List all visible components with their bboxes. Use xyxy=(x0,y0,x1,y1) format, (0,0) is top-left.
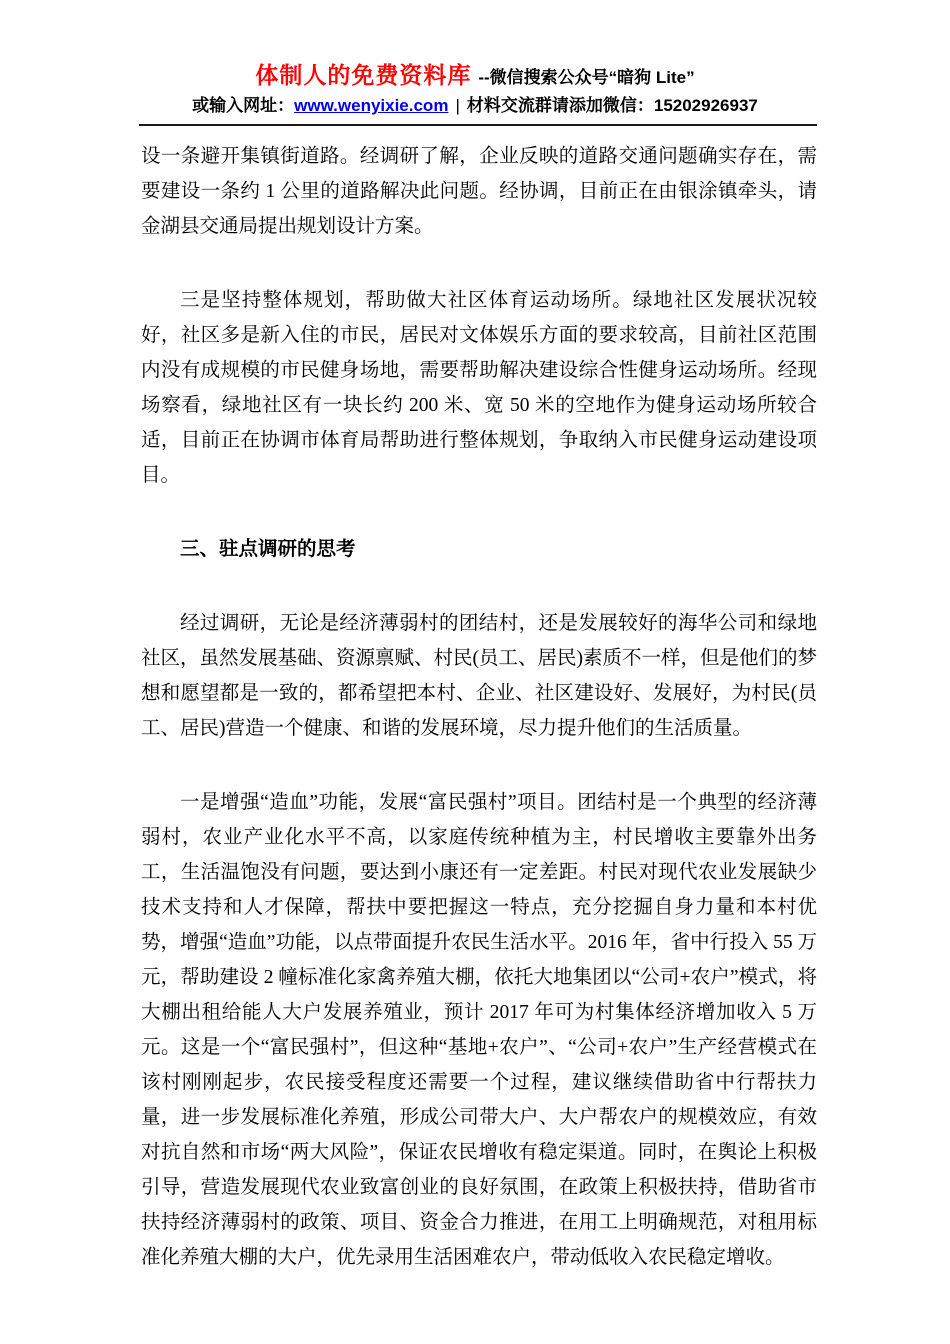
separator-bar: | xyxy=(455,96,460,115)
paragraph-sports-ground-planning: 三是坚持整体规划，帮助做大社区体育运动场所。绿地社区发展状况较好，社区多是新入住的市民，居民对文体娱乐方面的要求较高，目前社区范围内没有成规模的市民健身场地，需要帮助解决建设综合性健身运动场所。经现场察看，绿地社区有一块长约 200 米、宽 50 米的空地作为健身运动场所较合适，目前正在协调市体育局帮助进行整体规划，争取纳入市民健身运动建设项目。 xyxy=(141,290,817,486)
header-line-2 xyxy=(0,94,950,118)
document-body xyxy=(141,139,817,1275)
brand-title: 体制人的免费资料库 xyxy=(255,62,472,88)
page-header xyxy=(0,0,950,126)
paragraph-research-summary: 经过调研，无论是经济薄弱村的团结村，还是发展较好的海华公司和绿地社区，虽然发展基础、资源禀赋、村民(员工、居民)素质不一样，但是他们的梦想和愿望都是一致的，都希望把本村、企业、社区建设好、发展好，为村民(员工、居民)营造一个健康、和谐的发展环境，尽力提升他们的生活质量。 xyxy=(141,613,817,739)
paragraph-enrichment-project: 一是增强“造血”功能，发展“富民强村”项目。团结村是一个典型的经济薄弱村，农业产业化水平不高，以家庭传统种植为主，村民增收主要靠外出务工，生活温饱没有问题，要达到小康还有一定差距。村民对现代农业发展缺少技术支持和人才保障，帮扶中要把握这一特点，充分挖掘自身力量和本村优势，增强“造血”功能，以点带面提升农民生活水平。2016 年，省中行投入 55 万元，帮助建设 2 幢标准化家禽养殖大棚，依托大地集团以“公司+农户”模式，将大棚出租给能人大户发展养殖业，预计 2017 年可为村集体经济增加收入 5 万元。这是一个“富民强村”，但这种“基地+农户”、“公司+农户”生产经营模式在该村刚刚起步，农民接受程度还需要一个过程，建议继续借助省中行帮扶力量，进一步发展标准化养殖，形成公司带大户、大户帮农户的规模效应，有效对抗自然和市场“两大风险”，保证农民增收有稳定渠道。同时，在舆论上积极引导，营造发展现代农业致富创业的良好氛围，在政策上积极扶持，借助省市扶持经济薄弱村的政策、项目、资金合力推进，在用工上明确规范，对租用标准化养殖大棚的大户，优先录用生活困难农户，带动低收入农民稳定增收。 xyxy=(141,792,817,1268)
header-divider xyxy=(139,124,817,126)
header-line-1 xyxy=(0,60,950,90)
paragraph-road-construction: 设一条避开集镇街道路。经调研了解，企业反映的道路交通问题确实存在，需要建设一条约 1 公里的道路解决此问题。经协调，目前正在由银涂镇牵头，请金湖县交通局提出规划设计方案。 xyxy=(141,146,817,237)
site-link[interactable]: www.wenyixie.com xyxy=(294,96,449,115)
wechat-contact-label: 材料交流群请添加微信：15202926937 xyxy=(466,96,758,115)
section-heading-research-reflections: 三、驻点调研的思考 xyxy=(180,538,356,560)
url-prefix-label: 或输入网址： xyxy=(192,96,295,115)
brand-tagline: --微信搜索公众号“暗狗 Lite” xyxy=(478,68,695,87)
